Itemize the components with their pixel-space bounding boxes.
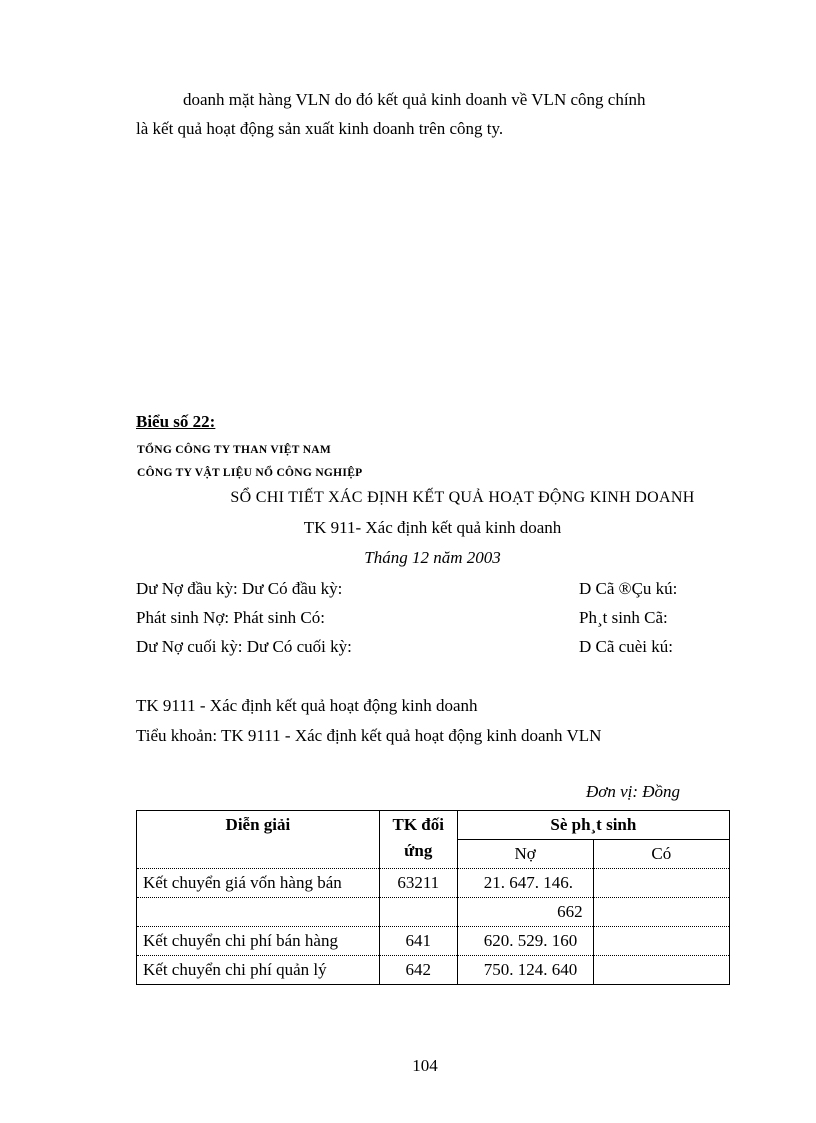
row-credit <box>593 869 729 898</box>
table-row <box>137 869 730 898</box>
row-description: Kết chuyển chi phí bán hàng <box>137 927 380 956</box>
closing-balance: Dư Nợ cuối kỳ: Dư Có cuối kỳ: <box>136 637 352 656</box>
row-description: Kết chuyển giá vốn hàng bán <box>137 869 380 898</box>
period-movement: Phát sinh Nợ: Phát sinh Có: <box>136 608 325 627</box>
header-account-line2: ứng <box>404 841 433 860</box>
row-credit <box>593 898 729 927</box>
row-account: 63211 <box>379 869 457 898</box>
header-amount: Sè ph¸t sinh <box>457 811 729 840</box>
sub-account-line: Tiểu khoản: TK 9111 - Xác định kết quả hoạt động kinh doanh VLN <box>136 726 602 745</box>
account-line: TK 9111 - Xác định kết quả hoạt động kinh doanh <box>136 696 478 715</box>
ledger-table <box>136 810 730 985</box>
row-debit: 750. 124. 640 <box>457 956 593 985</box>
header-credit: Có <box>593 840 729 869</box>
row-account <box>379 898 457 927</box>
ledger-period: Tháng 12 năm 2003 <box>364 548 501 567</box>
table-row <box>137 956 730 985</box>
row-credit <box>593 927 729 956</box>
header-account <box>379 811 457 869</box>
intro-line-1: doanh mặt hàng VLN do đó kết quả kinh doanh về VLN công chính <box>183 90 646 109</box>
parent-organization: TỔNG CÔNG TY THAN VIỆT NAM <box>137 444 332 456</box>
header-account-line1: TK đối <box>392 815 444 834</box>
period-movement-garbled: Ph¸t sinh Cã: <box>579 608 668 627</box>
closing-balance-garbled: D Cã cuèi kú: <box>579 637 673 656</box>
table-row <box>137 898 730 927</box>
row-debit: 662 <box>457 898 593 927</box>
row-description <box>137 898 380 927</box>
header-description: Diễn giải <box>137 811 380 869</box>
row-debit: 620. 529. 160 <box>457 927 593 956</box>
row-credit <box>593 956 729 985</box>
table-header-row <box>137 811 730 840</box>
company-name: CÔNG TY VẬT LIỆU NỔ CÔNG NGHIỆP <box>137 467 363 479</box>
opening-balance: Dư Nợ đầu kỳ: Dư Có đầu kỳ: <box>136 579 343 598</box>
intro-line-2: là kết quả hoạt động sản xuất kinh doanh trên công ty. <box>136 119 504 138</box>
currency-unit: Đơn vị: Đồng <box>586 782 681 801</box>
ledger-account: TK 911- Xác định kết quả kinh doanh <box>303 518 562 537</box>
ledger-title: SỔ CHI TIẾT XÁC ĐỊNH KẾT QUẢ HOẠT ĐỘNG KINH DOANH <box>230 489 695 506</box>
row-description: Kết chuyển chi phí quản lý <box>137 956 380 985</box>
form-label: Biểu số 22: <box>136 412 216 431</box>
row-account: 641 <box>379 927 457 956</box>
header-debit: Nợ <box>457 840 593 869</box>
row-debit: 21. 647. 146. <box>457 869 593 898</box>
table-row <box>137 927 730 956</box>
page-number: 104 <box>412 1056 438 1075</box>
row-account: 642 <box>379 956 457 985</box>
opening-balance-garbled: D Cã ®Çu kú: <box>579 579 678 598</box>
